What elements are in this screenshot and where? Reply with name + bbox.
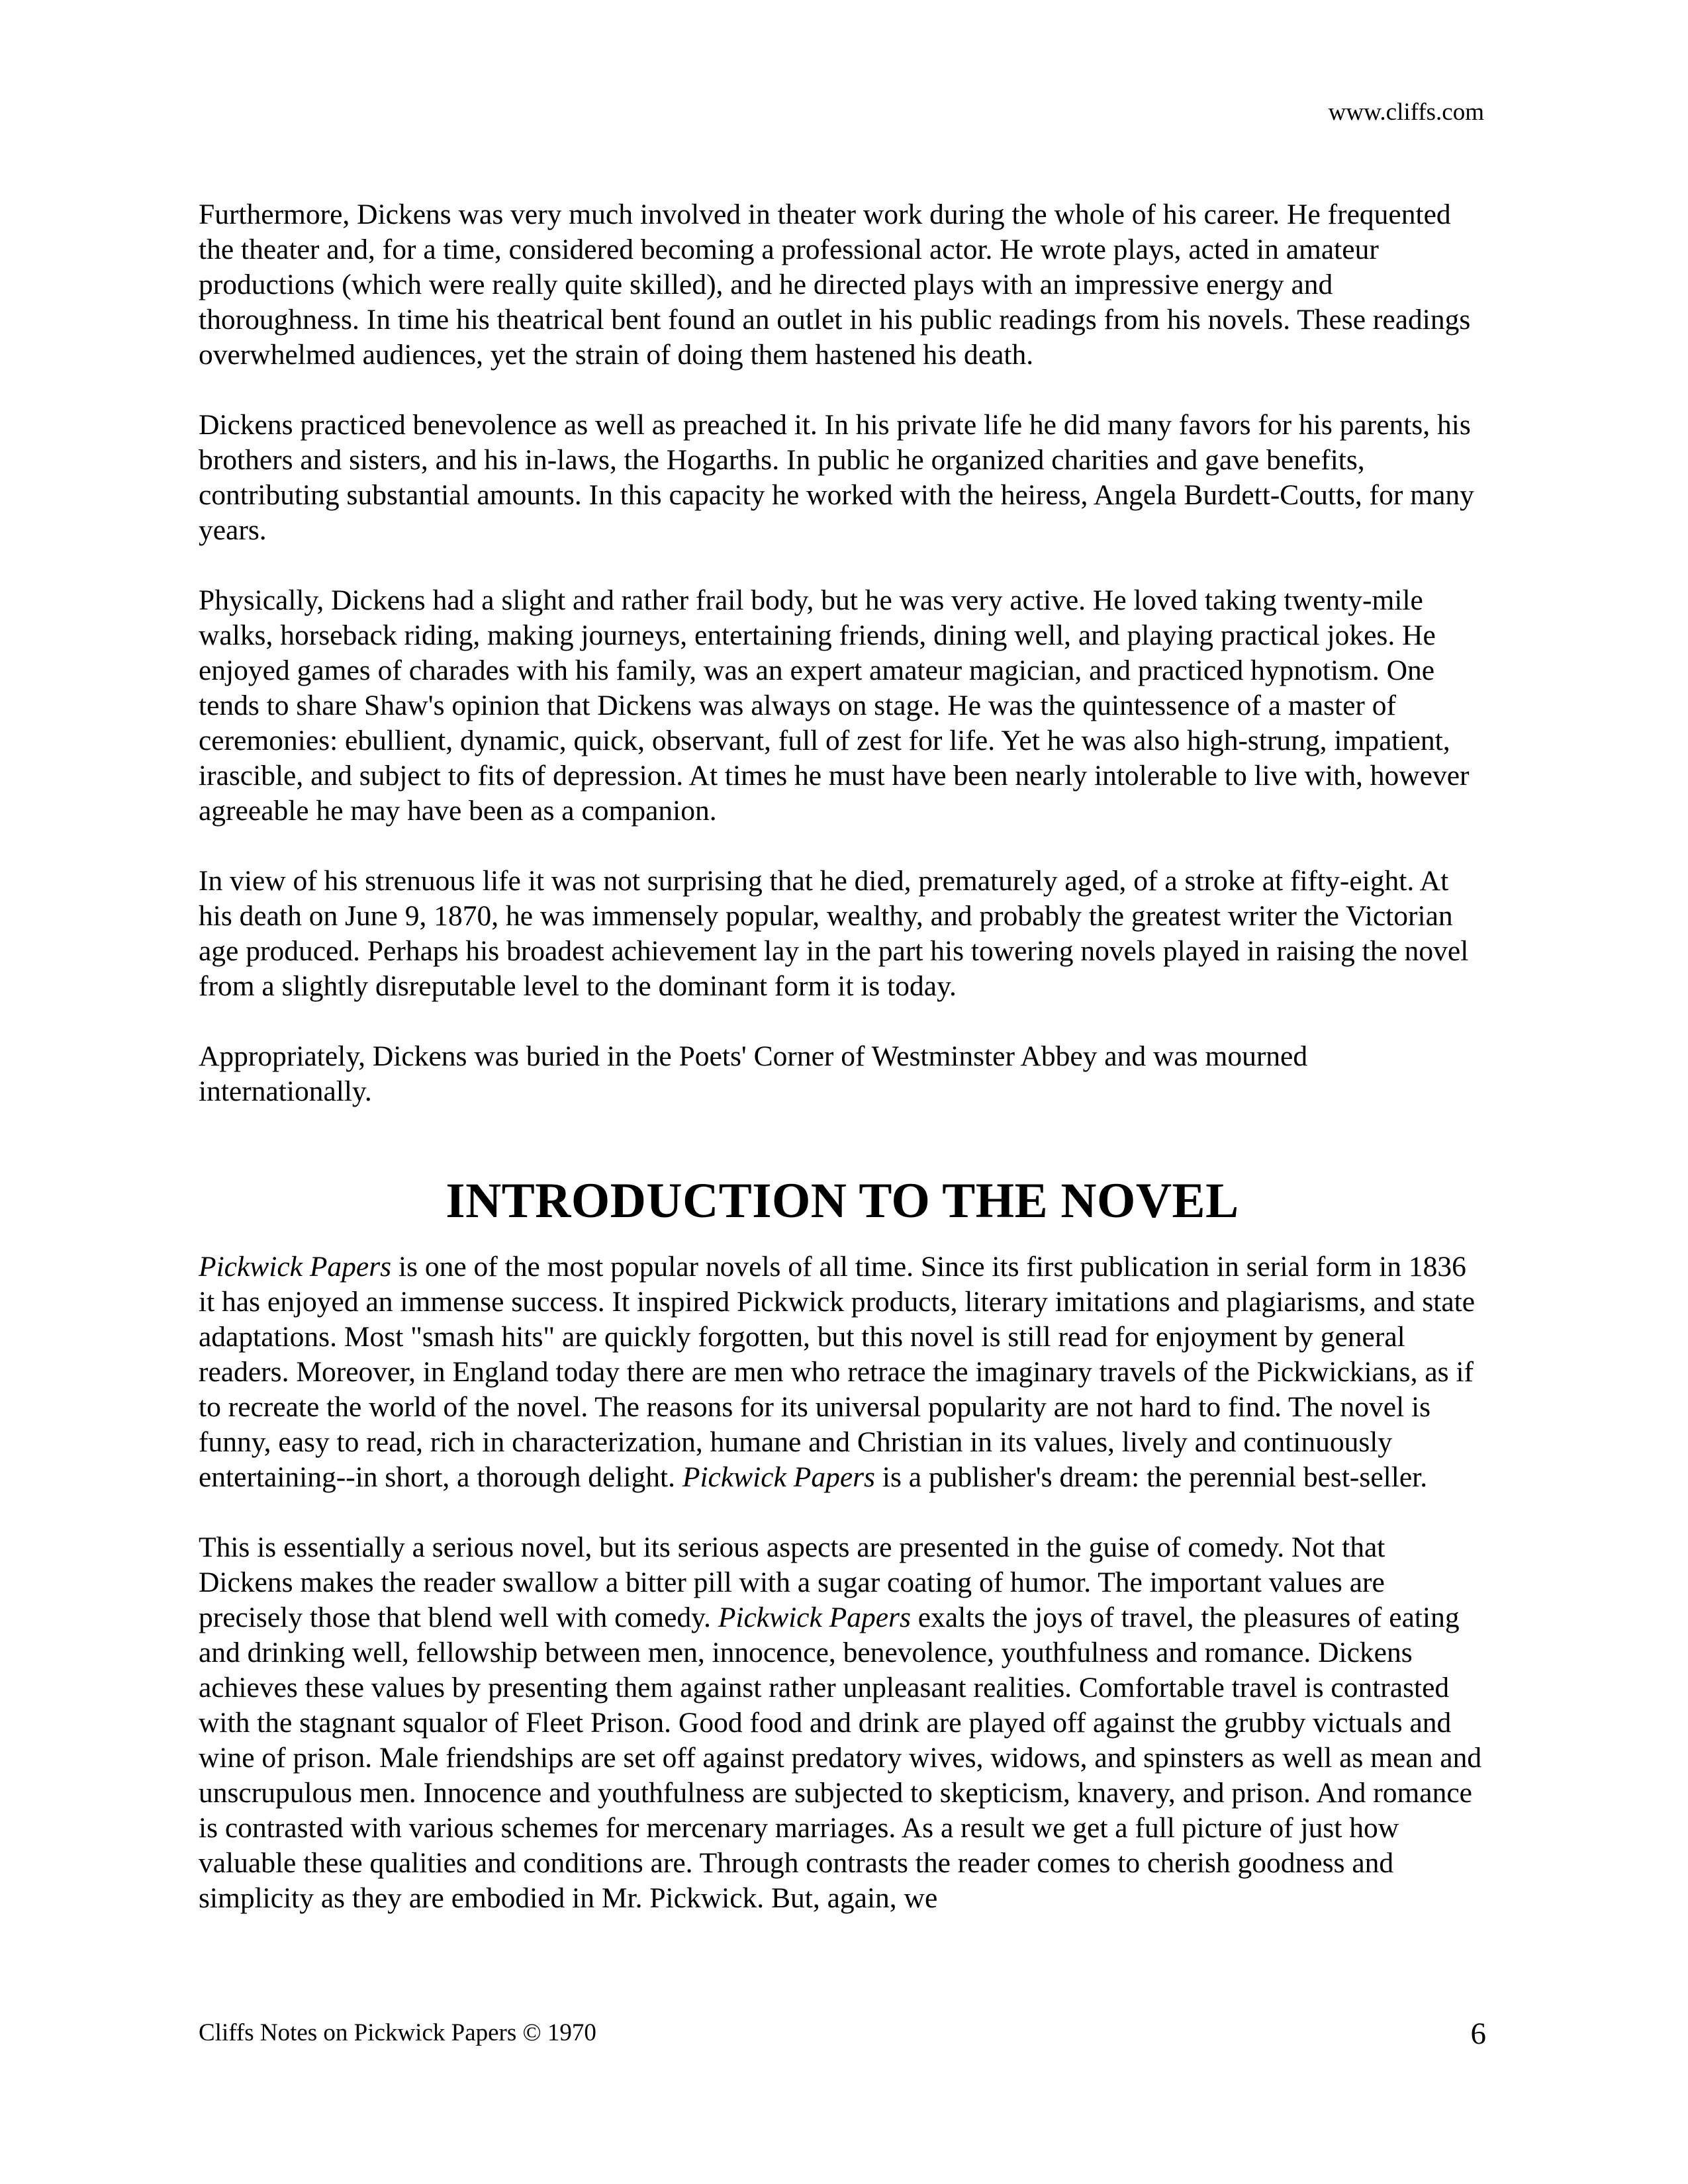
intro-paragraph-popularity — [199, 1250, 1486, 1495]
section-heading: INTRODUCTION TO THE NOVEL — [445, 1173, 1239, 1228]
paragraph-text: exalts the joys of travel, the pleasures of eating and drinking well, fellowship between men, innocence, benevolence, youthfulness and romance. Dickens achieves these values by presenting them against rather unpleasant realities. Comfortable travel is contrasted with the stagnant squalor of Fleet Prison. Good food and drink are played off against the grubby victuals and wine of prison. Male friendships are set off against predatory wives, widows, and spinsters as well as mean and unscrupulous men. Innocence and youthfulness are subjected to skepticism, knavery, and prison. And romance is contrasted with various schemes for mercenary marriages. As a result we get a full picture of just how valuable these qualities and conditions are. Through contrasts the reader comes to cherish goodness and simplicity as they are embodied in Mr. Pickwick. But, again, we — [199, 1602, 1482, 1914]
header-url: www.cliffs.com — [1328, 99, 1484, 126]
paragraph-text: is a publisher's dream: the perennial best-seller. — [875, 1461, 1428, 1493]
intro-paragraph-serious — [199, 1530, 1486, 1916]
page-number: 6 — [1470, 2017, 1486, 2051]
paragraph-text: is one of the most popular novels of all time. Since its first publication in serial form in 1836 it has enjoyed an immense success. It inspired Pickwick products, literary imitations and plagiarisms, and state adaptations. Most "smash hits" are quickly forgotten, but this novel is still read for enjoyment by general readers. Moreover, in England today there are men who retrace the imaginary travels of the Pickwickians, as if to recreate the world of the novel. The reasons for its universal popularity are not hard to find. The novel is funny, easy to read, rich in characterization, humane and Christian in its values, lively and continuously entertaining--in short, a thorough delight. — [199, 1251, 1476, 1493]
bio-paragraph-theater: Furthermore, Dickens was very much involved in theater work during the whole of his career. He frequented the theater and, for a time, considered becoming a professional actor. He wrote plays, acted in amateur productions (which were really quite skilled), and he directed plays with an impressive energy and thoroughness. In time his theatrical bent found an outlet in his public readings from his novels. These readings overwhelmed audiences, yet the strain of doing them hastened his death. — [199, 199, 1471, 371]
book-title: Pickwick Papers — [199, 1251, 392, 1283]
bio-paragraph-death: In view of his strenuous life it was not surprising that he died, prematurely aged, of a stroke at fifty-eight. At his death on June 9, 1870, he was immensely popular, wealthy, and probably the greatest writer the Victorian age produced. Perhaps his broadest achievement lay in the part his towering novels played in raising the novel from a slightly disreputable level to the dominant form it is today. — [199, 865, 1469, 1002]
book-title: Pickwick Papers — [682, 1461, 875, 1493]
paragraph-text: This is essentially a serious novel, but its serious aspects are presented in the guise of comedy. Not that Dickens makes the reader swallow a bitter pill with a sugar coating of humor. The important values are precisely those that blend well with comedy. — [199, 1531, 1385, 1633]
bio-paragraph-physical: Physically, Dickens had a slight and rather frail body, but he was very active. He loved taking twenty-mile walks, horseback riding, making journeys, entertaining friends, dining well, and playing practical jokes. He enjoyed games of charades with his family, was an expert amateur magician, and practiced hypnotism. One tends to share Shaw's opinion that Dickens was always on stage. He was the quintessence of a master of ceremonies: ebullient, dynamic, quick, observant, full of zest for life. Yet he was also high-strung, impatient, irascible, and subject to fits of depression. At times he must have been nearly intolerable to live with, however agreeable he may have been as a companion. — [199, 584, 1470, 827]
bio-paragraph-benevolence: Dickens practiced benevolence as well as preached it. In his private life he did many favors for his parents, his brothers and sisters, and his in-laws, the Hogarths. In public he organized charities and gave benefits, contributing substantial amounts. In this capacity he worked with the heiress, Angela Burdett-Coutts, for many years. — [199, 409, 1474, 546]
footer-source: Cliffs Notes on Pickwick Papers © 1970 — [199, 2019, 596, 2046]
page-content — [199, 197, 1486, 1916]
book-title: Pickwick Papers — [718, 1602, 911, 1633]
bio-paragraph-burial: Appropriately, Dickens was buried in the Poets' Corner of Westminster Abbey and was mourned internationally. — [199, 1040, 1308, 1107]
